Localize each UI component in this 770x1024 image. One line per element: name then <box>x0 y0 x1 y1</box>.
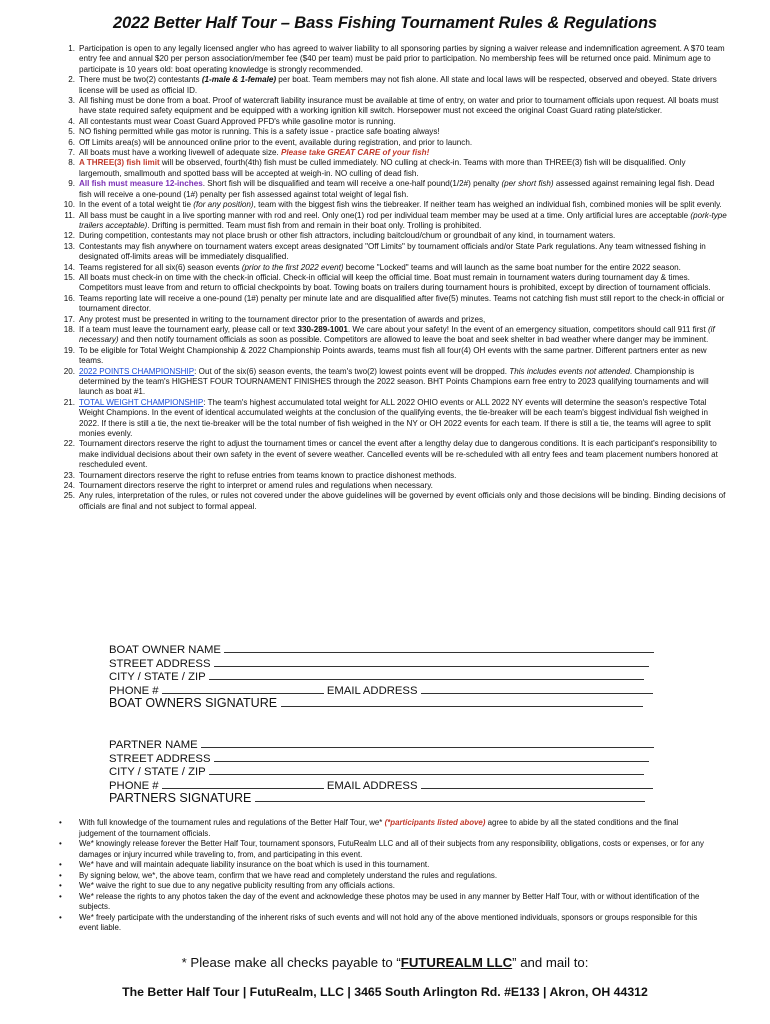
text-run: This includes events not attended <box>509 366 630 376</box>
text-run: Any protest must be presented in writing to the tournament director prior to the presentation of awards and prizes, <box>79 314 486 324</box>
rule-item <box>56 179 728 200</box>
text-run: Please take GREAT CARE of your fish! <box>281 148 430 158</box>
text-run: and then notify tournament officials as soon as possible. Competitors are allowed to leave the boat and seek shelter in bad weather where danger may be imminent. <box>118 335 709 345</box>
link-text[interactable]: TOTAL WEIGHT CHAMPIONSHIP <box>79 397 204 407</box>
rule-number: 15. <box>63 272 75 282</box>
text-run: Participation is open to any legally licensed angler who has agreed to waiver liability to all sponsoring parties by signing a waiver release and indemnification agreement. A $70 team entry fee and annual $20 per person association/member fee ($40 per team) must be paid prior to participation. No membership fees will be returned once paid. Minimum age to participate is 10 years old: boat operating knowledge is strongly recommended. <box>79 44 725 74</box>
partner-signature-row <box>109 791 654 806</box>
text-run: . We care about your safety! In the event of an emergency situation, competitors should call 911 first <box>347 324 708 334</box>
document-title: 2022 Better Half Tour – Bass Fishing Tournament Rules & Regulations <box>112 14 658 32</box>
rule-item <box>56 325 728 346</box>
bullet-icon: • <box>59 912 62 922</box>
owner-city-row <box>109 669 654 683</box>
partner-city-label: CITY / STATE / ZIP <box>109 766 206 778</box>
rule-number: 8. <box>68 158 75 168</box>
bullet-icon: • <box>59 818 62 827</box>
mailing-address-footer: The Better Half Tour | FutuRealm, LLC | 3465 South Arlington Rd. #E133 | Akron, OH 44312 <box>122 985 648 999</box>
rule-number: 22. <box>63 439 75 449</box>
rule-item <box>56 231 728 241</box>
text-run: . Short fish will be disqualified and team will receive a one-half pound(1/2#) penalty <box>202 179 502 189</box>
checks-instruction <box>0 955 770 970</box>
agreement-item <box>56 871 716 882</box>
rule-item <box>56 211 728 232</box>
text-run: All bass must be caught in a live sporting manner with rod and reel. Only one(1) rod per individual team member may be used at a time. Only artificial lures are acceptable <box>79 210 691 220</box>
partner-phone-row <box>109 778 654 792</box>
text-run: There must be two(2) contestants <box>79 75 202 85</box>
agreement-item <box>56 892 716 913</box>
text-run: Any rules, interpretation of the rules, or rules not covered under the above guidelines will be governed by event officials only and those decisions will be binding. Binding decisions of officials are final and not subject to formal appeal. <box>79 491 726 511</box>
checks-suffix: ” and mail to: <box>512 955 589 970</box>
owner-phone-field[interactable] <box>162 683 324 694</box>
rule-item <box>56 398 728 440</box>
agreement-item <box>56 860 716 871</box>
bullet-icon: • <box>59 870 62 880</box>
text-run: : Out of the six(6) season events, the team's two(2) lowest points event will be dropped. <box>194 366 510 376</box>
agreement-item <box>56 839 716 860</box>
rule-item <box>56 117 728 127</box>
text-run: A THREE(3) fish limit <box>79 158 160 168</box>
text-run: Tournament directors reserve the right to interpret or amend rules and regulations when necessary. <box>79 481 433 491</box>
rule-item <box>56 346 728 367</box>
text-run: If a team must leave the tournament early, please call or text <box>79 324 298 334</box>
text-run: Tournament directors reserve the right to refuse entries from teams known to practice dishonest methods. <box>79 470 457 480</box>
rule-item <box>56 138 728 148</box>
rule-item <box>56 294 728 315</box>
owner-street-field[interactable] <box>214 656 649 667</box>
partner-street-row <box>109 751 654 765</box>
bullet-icon: • <box>59 860 62 869</box>
text-run: We* have and will maintain adequate liability insurance on the boat which is used in this tournament. <box>79 860 430 869</box>
text-run: During competition, contestants may not place brush or other fish attractors, including baitcloud/chum or groundbait of any kind, in tournament waters. <box>79 231 616 241</box>
checks-payee: FUTUREALM LLC <box>400 955 513 970</box>
text-run: All boats must check-in on time with the check-in official. Check-in official will keep the official time. Boat must remain in tournament waters during tournament day & times. Competitors must leave from and return to official checkpoints by boat. Towing boats on trailers during tournament hours is prohibited, except by direction of tournament officials. <box>79 272 711 293</box>
text-run: (*participants listed above) <box>384 818 486 827</box>
rule-item <box>56 242 728 263</box>
partner-name-label: PARTNER NAME <box>109 739 198 751</box>
text-run: (prior to the first 2022 event) <box>241 262 344 272</box>
owner-signature-field[interactable] <box>281 696 643 707</box>
text-run: We* freely participate with the understanding of the inherent risks of such events and will not hold any of the above mentioned individuals, sponsors or groups responsible for this event liable. <box>79 912 698 932</box>
rule-item <box>56 200 728 210</box>
partner-form <box>109 737 654 806</box>
rule-number: 9. <box>68 179 75 189</box>
text-run: Off Limits area(s) will be announced online prior to the event, available during registration, and prior to launch. <box>79 137 473 147</box>
rule-item <box>56 481 728 491</box>
text-run: assessed against remaining legal fish. Dead fish will receive a one-pound (1#) penalty per fish assessed against total weight of legal fish. <box>79 179 715 199</box>
rule-number: 13. <box>63 241 75 251</box>
text-run: (per short fish) <box>501 179 554 189</box>
owner-name-label: BOAT OWNER NAME <box>109 644 221 656</box>
partner-city-field[interactable] <box>209 764 644 775</box>
owner-name-row <box>109 642 654 656</box>
partner-phone-field[interactable] <box>162 778 324 789</box>
link-text[interactable]: 2022 POINTS CHAMPIONSHIP <box>79 366 195 376</box>
text-run: All fish must measure 12-inches <box>79 179 203 189</box>
rule-number: 23. <box>63 470 75 480</box>
rule-number: 11. <box>64 210 75 220</box>
rule-number: 2. <box>68 75 75 85</box>
text-run: Teams reporting late will receive a one-pound (1#) penalty per minute late and are disqualified after five(5) minutes. Teams not catching fish must still report to the check-in official or tournament director. <box>79 293 725 314</box>
rule-item <box>56 273 728 294</box>
owner-signature-row <box>109 696 654 711</box>
rule-number: 1. <box>68 44 75 53</box>
text-run: We* release the rights to any photos taken the day of the event and acknowledge these photos may be used in any manner by Better Half Tour, with or without identification of the subjects. <box>79 891 700 911</box>
partner-signature-label: PARTNERS SIGNATURE <box>109 791 252 806</box>
text-run: Teams registered for all six(6) season events <box>79 262 242 272</box>
partner-street-field[interactable] <box>214 751 649 762</box>
rule-item <box>56 263 728 273</box>
rule-number: 16. <box>63 293 75 303</box>
text-run: (for any position) <box>193 200 254 210</box>
rule-item <box>56 471 728 481</box>
owner-street-label: STREET ADDRESS <box>109 657 211 670</box>
owner-phone-row <box>109 683 654 697</box>
text-run: With full knowledge of the tournament rules and regulations of the Better Half Tour, we* <box>79 818 385 827</box>
agreement-item <box>56 913 716 934</box>
text-run: In the event of a total weight tie <box>79 200 194 210</box>
partner-signature-field[interactable] <box>255 791 645 802</box>
text-run: To be eligible for Total Weight Championship & 2022 Championship Points awards, teams must fish all four(4) OH events with the same partner. Different partners enter as new teams. <box>79 345 707 366</box>
rule-number: 18. <box>63 324 75 334</box>
checks-prefix: * Please make all checks payable to “ <box>181 955 401 970</box>
text-run: per boat. Team members may not fish alone. All state and local laws will be respected, observed and obeyed. State drivers license will be used as official ID. <box>79 75 717 95</box>
rule-number: 7. <box>68 148 75 158</box>
text-run: All fishing must be done from a boat. Proof of watercraft liability insurance must be available at time of entry, on water and prior to tournament officials upon request. All boats must have state required safety equipment and be equipped with a working ignition kill switch. Horsepower must not exceed the original Coast Guard rating plate/sticker. <box>79 96 719 116</box>
rule-number: 5. <box>68 127 75 137</box>
text-run: : The team's highest accumulated total weight for ALL 2022 OHIO events or ALL 2022 NY events will determine the season's respective Total Weight Champions. In the event of identical accumulated weights at the conclusion of the qualifying events, the tie-breaker will be each team's biggest individual fish weighed in 2022. If there is still a tie, the next tie-breaker will be the total number of fish weighed in the NY or OH 2022 events for each team. If there is still a tie, the teams will agree to split monies evenly. <box>79 397 711 439</box>
rule-item <box>56 439 728 470</box>
text-run: We* knowingly release forever the Better Half Tour, tournament sponsors, FutuRealm LLC and all of their subjects from any responsibility, obligations, costs or expenses, or for any damages or injury incurred while traveling to, from, and participating in this event. <box>79 839 704 859</box>
text-run: By signing below, we*, the above team, confirm that we have read and completely understand the rules and regulations. <box>79 870 498 880</box>
rule-item <box>56 127 728 137</box>
partner-phone-label: PHONE # <box>109 779 159 792</box>
partner-city-row <box>109 764 654 778</box>
rule-item <box>56 96 728 117</box>
rule-number: 4. <box>68 116 75 126</box>
owner-city-field[interactable] <box>209 669 644 680</box>
bullet-icon: • <box>59 891 62 901</box>
text-run: will be observed, fourth(4th) fish must be culled immediately. NO culling at check-in. Teams with more than THREE(3) fish will be disqualified. Only largemouth, smallmouth and spotted bass will be accepted at weigh-in. NO culling of dead fish. <box>79 158 686 178</box>
rule-number: 21. <box>63 397 75 407</box>
text-run: . Drifting is permitted. Team must fish from and remain in their boat only. Trolling is prohibited. <box>147 220 482 230</box>
text-run: All boats must have a working livewell of adequate size. <box>79 148 281 158</box>
partner-street-label: STREET ADDRESS <box>109 752 211 765</box>
text-run: We* waive the right to sue due to any negative publicity resulting from any officials actions. <box>79 881 395 890</box>
bullet-icon: • <box>59 839 62 848</box>
owner-street-row <box>109 656 654 670</box>
rule-item <box>56 148 728 158</box>
text-run: NO fishing permitted while gas motor is running. This is a safety issue - practice safe boating always! <box>79 127 440 137</box>
owner-signature-label: BOAT OWNERS SIGNATURE <box>109 696 278 711</box>
text-run: (if necessary) <box>79 324 715 345</box>
text-run: (pork-type trailers acceptable) <box>79 210 727 230</box>
text-run: 330-289-1001 <box>297 324 348 334</box>
rule-number: 10. <box>63 200 75 210</box>
text-run: All contestants must wear Coast Guard Approved PFD's while gasoline motor is running. <box>79 116 396 126</box>
owner-city-label: CITY / STATE / ZIP <box>109 671 206 683</box>
text-run: Tournament directors reserve the right to adjust the tournament times or cancel the event after a lengthy delay due to dangerous conditions. It is each participant's responsibility to make individual decisions about their own safety in the event of severe weather. Cancelled events will be re-scheduled with all entry fees and team placement numbers honored at rescheduled event. <box>79 439 718 470</box>
rule-number: 6. <box>68 137 75 147</box>
text-run: become "Locked" teams and will launch as the same boat number for the entire 2022 season. <box>343 262 681 272</box>
rule-item <box>56 44 728 75</box>
bullet-icon: • <box>59 881 62 890</box>
partner-email-field[interactable] <box>421 778 653 789</box>
owner-name-field[interactable] <box>224 642 654 653</box>
text-run: . Championship is determined by the team's HIGHEST FOUR TOURNAMENT FINISHES through the 2022 season. BHT Points Champions earn free entry to 2023 qualifying tournaments and will launch as boat #1. <box>79 366 709 397</box>
text-run: Contestants may fish anywhere on tournament waters except areas designated "Off Limits" by tournament officials and/or State Park regulations. Any team witnessed fishing in designated off-limits areas will be immediately disqualified. <box>79 241 706 262</box>
text-run: , team with the biggest fish wins the tiebreaker. If neither team has weighed an individual fish, combined monies will be split evenly. <box>253 200 722 210</box>
rule-item <box>56 315 728 325</box>
rule-number: 19. <box>63 345 75 355</box>
rule-number: 3. <box>68 96 75 106</box>
rule-item <box>56 367 728 398</box>
partner-email-label: EMAIL ADDRESS <box>326 779 418 792</box>
rules-list <box>56 44 728 512</box>
agreement-item <box>56 818 716 839</box>
text-run: agree to abide by all the stated conditions and the final judgement of the tournament officials. <box>79 818 679 838</box>
rule-number: 12. <box>63 231 75 241</box>
partner-name-field[interactable] <box>201 737 654 748</box>
agreement-item <box>56 881 716 892</box>
rule-item <box>56 75 728 96</box>
owner-email-field[interactable] <box>421 683 653 694</box>
rule-item <box>56 491 728 512</box>
owner-phone-label: PHONE # <box>109 684 159 697</box>
rule-number: 17. <box>63 314 75 324</box>
rule-number: 14. <box>63 262 75 272</box>
owner-email-label: EMAIL ADDRESS <box>326 684 418 697</box>
boat-owner-form <box>109 642 654 711</box>
agreement-bullets <box>56 818 716 934</box>
rule-number: 20. <box>63 366 75 376</box>
rule-item <box>56 158 728 179</box>
rule-number: 25. <box>63 491 75 501</box>
partner-name-row <box>109 737 654 751</box>
rule-number: 24. <box>63 481 75 491</box>
text-run: (1-male & 1-female) <box>201 75 277 85</box>
